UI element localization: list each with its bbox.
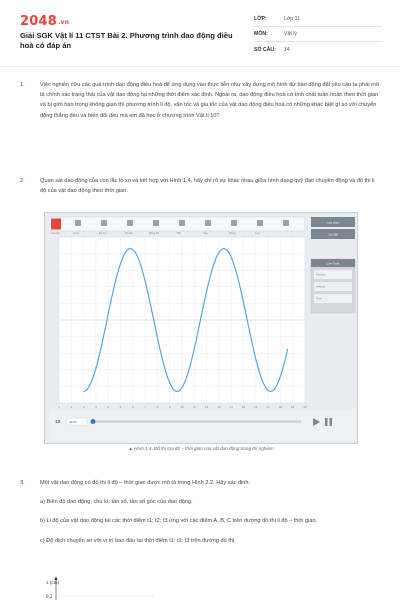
x-tick-label: 13 <box>217 405 221 409</box>
question-number: 2. <box>20 178 25 184</box>
bottom-control-bar <box>49 409 355 441</box>
x-tick-label: 10 <box>180 405 184 409</box>
doc-title: Giải SGK Vật lí 11 CTST Bài 2. Phương trình dao động điều hoà có đáp án <box>20 31 233 50</box>
simulation-screenshot <box>44 212 358 444</box>
x-tick-label: 14 <box>229 405 233 409</box>
toolbar-label: Đồng hồ <box>149 232 159 235</box>
x-tick-label: 9 <box>168 405 171 409</box>
time-value: 00:00 <box>69 420 77 424</box>
x-tick-label: 16 <box>254 405 258 409</box>
meta-key: LỚP: <box>254 16 267 22</box>
question-1 <box>20 80 380 121</box>
x-tick-label: 0 <box>58 405 60 409</box>
settings-label: Lựa chọn <box>326 220 340 225</box>
tool-icon[interactable] <box>153 220 159 226</box>
x-tick-label: 19 <box>291 405 295 409</box>
x-tick-label: 12 <box>204 405 209 409</box>
pause-icon[interactable] <box>325 418 328 426</box>
question-text: Việc nghiên cứu các quá trình dao động điều hoà để ứng dụng vào thực tiễn như xây dựng mô hình dự báo động đất yêu cầu ta phải mô tả chính xác trạng thái của vật dao động tại những thời điểm xác định. Ngoài ra, dao động điều hoà có tính chất tuần hoàn theo thời gian và bị giới hạn trong không gian thì phương trình li độ, vận tốc và gia tốc của vật dao động điều hoà có những khác biệt gì so với chuyển động thẳng đều và biến đổi đều mà em đã học ở chương trình Vật lí 10? <box>40 82 379 119</box>
live-data-title: Live Data <box>326 261 340 266</box>
options-label: Cài đặt <box>328 232 338 237</box>
toolbar <box>49 217 305 231</box>
question-text: Quan sát dao động của con lắc lò xo và kết hợp với Hình 1.4, hãy chỉ rõ sự khác nhau giữa hình dạng quỹ đạo chuyển động và đồ thị li độ của vật dao động theo thời gian. <box>40 178 375 195</box>
toolbar-label: Thước <box>125 232 133 235</box>
meta-value: Lớp 11 <box>284 16 300 22</box>
meta-key: MÔN: <box>254 31 268 37</box>
simulation-svg <box>45 213 359 445</box>
panel-field-label: Velocity <box>316 285 325 289</box>
x-tick-label: 3 <box>95 405 97 409</box>
meta-table <box>254 12 382 57</box>
y-axis-label: x (cm) <box>46 581 60 586</box>
x-tick-label: 1 <box>70 405 73 409</box>
x-axis-ticks <box>58 405 307 409</box>
pause-icon[interactable] <box>330 418 333 426</box>
x-tick-label: 8 <box>156 405 159 409</box>
tool-icon[interactable] <box>75 220 81 226</box>
header-divider <box>0 66 400 67</box>
toolbar-label: Bút <box>177 232 181 235</box>
toolbar-label: Đo lực <box>99 232 107 235</box>
question-text: Một vật dao động có đồ thị li độ – thời gian được mô tả trong Hình 2.2. Hãy xác định: <box>40 480 251 486</box>
figure-caption <box>44 446 358 451</box>
x-tick-label: 7 <box>144 405 146 409</box>
toolbar-label: Con lắc <box>51 232 60 235</box>
toolbar-label: Lưu <box>255 232 260 235</box>
stop-icon[interactable] <box>51 219 61 230</box>
slider-handle[interactable] <box>91 419 96 424</box>
x-tick-label: 20 <box>303 405 307 409</box>
toolbar-label: Dừng <box>229 232 236 235</box>
question-3 <box>20 478 380 546</box>
question-part-a: a) Biên độ dao động, chu kì, tần số, tần số góc của dao động. <box>40 499 193 506</box>
question-number: 1. <box>20 82 25 88</box>
site-logo[interactable] <box>20 14 69 29</box>
caption-text: Hình 1.4. Đồ thị tọa độ – thời gian của vật dao động trong thí nghiệm <box>134 446 274 451</box>
meta-key: SỐ CÂU: <box>254 46 276 53</box>
x-tick-label: 17 <box>266 405 270 409</box>
figure-1-4 <box>44 212 358 456</box>
x-tick-label: 4 <box>107 405 110 409</box>
x-tick-label: 5 <box>119 405 122 409</box>
toolbar-label: Lò xo <box>73 232 80 235</box>
tool-icon[interactable] <box>101 220 107 226</box>
zoom-level[interactable]: 1X <box>55 419 61 424</box>
x-tick-label: 11 <box>192 405 196 409</box>
meta-row-subject <box>254 27 382 42</box>
tool-icon[interactable] <box>205 220 211 226</box>
page-header <box>0 0 400 62</box>
toolbar-label: Xóa <box>203 232 208 235</box>
y-axis-arrow <box>55 576 58 580</box>
plot-grid <box>59 237 305 403</box>
logo-suffix: .vn <box>57 19 70 26</box>
tool-icon[interactable] <box>283 220 289 226</box>
meta-row-count <box>254 42 382 57</box>
x-tick-label: 2 <box>82 405 85 409</box>
logo-text: 2048 <box>20 14 57 29</box>
meta-row-grade <box>254 12 382 27</box>
figure-2-2-partial <box>44 574 164 600</box>
x-tick-label: 18 <box>278 405 283 409</box>
tool-icon[interactable] <box>127 220 133 226</box>
tool-icon[interactable] <box>179 220 185 226</box>
panel-field-label: Position <box>316 273 326 277</box>
question-number: 3. <box>20 480 25 486</box>
question-part-b: b) Li độ của vật dao động tại các thời điểm t1; t2; t3 ứng với các điểm A, B, C trên đường đồ thị li độ – thời gian. <box>40 518 318 525</box>
question-2 <box>20 176 380 196</box>
timeline-slider[interactable] <box>91 421 301 423</box>
y-tick-label: 0,2 <box>46 595 53 600</box>
x-tick-label: 15 <box>241 405 246 409</box>
panel-field-label: Time <box>316 297 322 301</box>
question-part-c: c) Độ dịch chuyển so với vị trí ban đầu tại thời điểm t1; t2; t3 trên đường đồ thị. <box>40 537 236 544</box>
x-tick-label: 6 <box>131 405 134 409</box>
graph-2-2-svg <box>44 574 164 600</box>
tool-icon[interactable] <box>231 220 237 226</box>
warning-icon: ▲ <box>128 446 133 451</box>
meta-value: Vật lý <box>284 31 297 37</box>
meta-value: 14 <box>284 46 290 53</box>
tool-icon[interactable] <box>257 220 263 226</box>
